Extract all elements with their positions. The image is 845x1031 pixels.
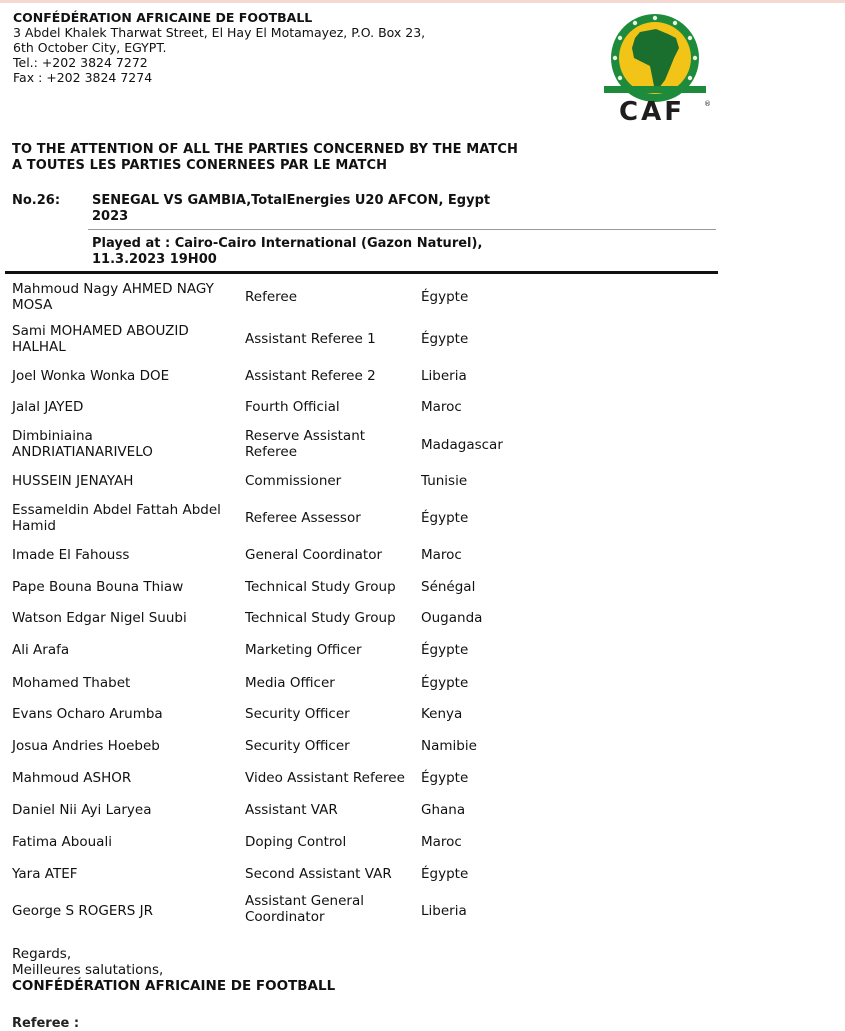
official-country: Tunisie bbox=[421, 473, 468, 489]
closing-org-name: CONFÉDÉRATION AFRICAINE DE FOOTBALL bbox=[12, 978, 336, 994]
official-role: Doping Control bbox=[245, 834, 347, 850]
cut-off-line: Referee : bbox=[12, 1016, 80, 1031]
official-name: Imade El Fahouss bbox=[12, 547, 130, 563]
official-role: Assistant General Coordinator bbox=[245, 893, 364, 925]
fax-line: Fax : +202 3824 7274 bbox=[13, 70, 153, 85]
divider-thin bbox=[88, 229, 716, 230]
official-role: Marketing Officer bbox=[245, 642, 362, 658]
attention-block bbox=[12, 142, 518, 174]
official-country: Maroc bbox=[421, 547, 462, 563]
official-role: Video Assistant Referee bbox=[245, 770, 405, 786]
official-country: Égypte bbox=[421, 331, 469, 347]
official-country: Liberia bbox=[421, 903, 467, 919]
top-edge-strip bbox=[0, 0, 845, 3]
official-country: Égypte bbox=[421, 510, 469, 526]
official-country: Namibie bbox=[421, 738, 477, 754]
official-role: Referee bbox=[245, 289, 298, 305]
official-country: Égypte bbox=[421, 675, 469, 691]
official-name: Daniel Nii Ayi Laryea bbox=[12, 802, 152, 818]
attention-english: TO THE ATTENTION OF ALL THE PARTIES CONCERNED BY THE MATCH bbox=[12, 142, 519, 157]
official-country: Ghana bbox=[421, 802, 466, 818]
official-name: Joel Wonka Wonka DOE bbox=[12, 368, 170, 384]
official-name: Watson Edgar Nigel Suubi bbox=[12, 610, 187, 626]
divider-thick bbox=[5, 271, 718, 274]
official-name: Mahmoud Nagy AHMED NAGY MOSA bbox=[12, 281, 214, 313]
official-country: Sénégal bbox=[421, 579, 476, 595]
official-role: Security Officer bbox=[245, 706, 350, 722]
official-country: Liberia bbox=[421, 368, 467, 384]
official-name: Josua Andries Hoebeb bbox=[12, 738, 160, 754]
org-name: CONFÉDÉRATION AFRICAINE DE FOOTBALL bbox=[13, 10, 313, 25]
official-name: Jalal JAYED bbox=[12, 399, 84, 415]
official-role: Assistant VAR bbox=[245, 802, 338, 818]
logo-caf-text: CAF bbox=[619, 97, 685, 126]
official-role: Media Officer bbox=[245, 675, 335, 691]
official-name: George S ROGERS JR bbox=[12, 903, 153, 919]
official-role: Technical Study Group bbox=[245, 610, 396, 626]
official-name: Essameldin Abdel Fattah Abdel Hamid bbox=[12, 502, 221, 534]
official-country: Égypte bbox=[421, 642, 469, 658]
official-country: Madagascar bbox=[421, 437, 503, 453]
address-line-2: 6th October City, EGYPT. bbox=[13, 40, 167, 55]
official-name: HUSSEIN JENAYAH bbox=[12, 473, 134, 489]
official-role: General Coordinator bbox=[245, 547, 383, 563]
official-country: Égypte bbox=[421, 289, 469, 305]
official-name: Yara ATEF bbox=[12, 866, 78, 882]
official-role: Technical Study Group bbox=[245, 579, 396, 595]
official-name: Ali Arafa bbox=[12, 642, 70, 658]
official-country: Ouganda bbox=[421, 610, 483, 626]
official-name: Dimbiniaina ANDRIATIANARIVELO bbox=[12, 428, 153, 460]
official-role: Second Assistant VAR bbox=[245, 866, 392, 882]
tel-line: Tel.: +202 3824 7272 bbox=[13, 55, 148, 70]
official-name: Mahmoud ASHOR bbox=[12, 770, 132, 786]
official-name: Evans Ocharo Arumba bbox=[12, 706, 163, 722]
official-country: Kenya bbox=[421, 706, 463, 722]
official-name: Mohamed Thabet bbox=[12, 675, 131, 691]
caf-logo bbox=[596, 8, 714, 126]
salutations-line: Meilleures salutations, bbox=[12, 962, 164, 978]
attention-french: A TOUTES LES PARTIES CONERNEES PAR LE MATCH bbox=[12, 158, 388, 173]
official-country: Égypte bbox=[421, 866, 469, 882]
official-name: Pape Bouna Bouna Thiaw bbox=[12, 579, 184, 595]
logo-registered-mark: ® bbox=[704, 100, 711, 108]
closing-block bbox=[12, 946, 335, 994]
regards-line: Regards, bbox=[12, 946, 72, 962]
official-country: Maroc bbox=[421, 834, 462, 850]
official-country: Maroc bbox=[421, 399, 462, 415]
official-name: Fatima Abouali bbox=[12, 834, 112, 850]
letterhead-address bbox=[13, 10, 425, 85]
official-role: Fourth Official bbox=[245, 399, 340, 415]
logo-base-band bbox=[604, 86, 706, 93]
match-title: SENEGAL VS GAMBIA,TotalEnergies U20 AFCON, Egypt 2023 bbox=[92, 193, 491, 224]
official-role: Commissioner bbox=[245, 473, 342, 489]
official-role: Reserve Assistant Referee bbox=[245, 428, 366, 460]
address-line-1: 3 Abdel Khalek Tharwat Street, El Hay El Motamayez, P.O. Box 23, bbox=[13, 25, 426, 40]
official-name: Sami MOHAMED ABOUZID HALHAL bbox=[12, 323, 189, 355]
match-venue: Played at : Cairo-Cairo International (Gazon Naturel), 11.3.2023 19H00 bbox=[92, 236, 483, 267]
official-role: Security Officer bbox=[245, 738, 350, 754]
official-role: Assistant Referee 2 bbox=[245, 368, 376, 384]
official-role: Assistant Referee 1 bbox=[245, 331, 376, 347]
official-country: Égypte bbox=[421, 770, 469, 786]
official-role: Referee Assessor bbox=[245, 510, 361, 526]
match-number: No.26: bbox=[12, 193, 61, 208]
